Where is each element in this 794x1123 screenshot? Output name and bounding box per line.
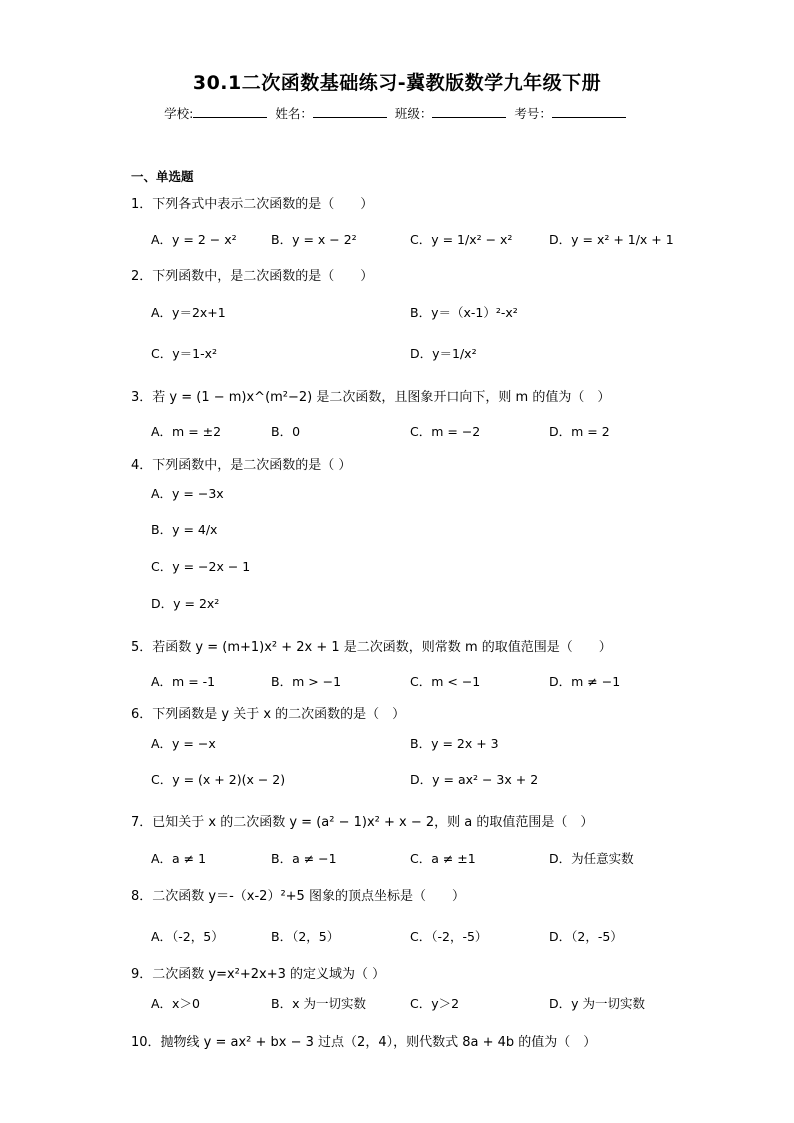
question-9: 9．二次函数 y=x²+2x+3 的定义域为（ ） <box>131 967 386 982</box>
question-4: 4．下列函数中，是二次函数的是（ ） <box>131 458 352 473</box>
q8-option-a: A．（-2，5） <box>151 929 224 944</box>
q4-option-d: D．y = 2x² <box>151 596 220 611</box>
number-blank[interactable] <box>552 105 626 118</box>
q5-option-d: D．m ≠ −1 <box>549 674 621 689</box>
question-1: 1．下列各式中表示二次函数的是（ ） <box>131 197 374 212</box>
q2-option-c: C．y＝1-x² <box>151 346 217 361</box>
q1-option-c: C．y = 1/x² − x² <box>410 232 513 247</box>
q5-option-b: B．m > −1 <box>271 674 342 689</box>
q9-option-b: B．x 为一切实数 <box>271 996 366 1011</box>
q7-option-a: A．a ≠ 1 <box>151 851 207 866</box>
q4-option-c: C．y = −2x − 1 <box>151 559 251 574</box>
class-label: 班级： <box>394 106 433 121</box>
q9-option-d: D．y 为一切实数 <box>549 996 645 1011</box>
q3-option-d: D．m = 2 <box>549 424 610 439</box>
q3-option-b: B．0 <box>271 424 301 439</box>
class-blank[interactable] <box>432 105 506 118</box>
question-6: 6．下列函数是 y 关于 x 的二次函数的是（ ） <box>131 707 406 722</box>
q8-option-c: C．（-2，-5） <box>410 929 488 944</box>
question-7: 7．已知关于 x 的二次函数 y = (a² − 1)x² + x − 2，则 a 的取值范围是（ ） <box>131 815 594 830</box>
q7-option-c: C．a ≠ ±1 <box>410 851 476 866</box>
school-blank[interactable] <box>193 105 267 118</box>
q6-option-c: C．y = (x + 2)(x − 2) <box>151 772 286 787</box>
question-2: 2．下列函数中，是二次函数的是（ ） <box>131 269 374 284</box>
question-3: 3．若 y = (1 − m)x^(m²−2) 是二次函数，且图象开口向下，则 m 的值为（ ） <box>131 390 611 405</box>
student-info-line <box>0 104 794 122</box>
q2-option-a: A．y＝2x+1 <box>151 305 226 320</box>
q8-option-b: B．（2，5） <box>271 929 340 944</box>
q4-option-a: A．y = −3x <box>151 486 224 501</box>
q4-option-b: B．y = 4/x <box>151 522 218 537</box>
q7-option-d: D．为任意实数 <box>549 851 634 866</box>
question-8: 8．二次函数 y＝-（x-2）²+5 图象的顶点坐标是（ ） <box>131 889 465 904</box>
q9-option-a: A．x＞0 <box>151 996 200 1011</box>
q5-option-c: C．m < −1 <box>410 674 481 689</box>
q3-option-c: C．m = −2 <box>410 424 481 439</box>
q8-option-d: D．（2，-5） <box>549 929 623 944</box>
name-label: 姓名： <box>275 106 313 121</box>
q6-option-a: A．y = −x <box>151 736 216 751</box>
name-blank[interactable] <box>313 105 387 118</box>
q1-option-a: A．y = 2 − x² <box>151 232 237 247</box>
q5-option-a: A．m = -1 <box>151 674 216 689</box>
q3-option-a: A．m = ±2 <box>151 424 222 439</box>
school-label: 学校: <box>164 106 194 121</box>
q9-option-c: C．y＞2 <box>410 996 460 1011</box>
q1-option-d: D．y = x² + 1/x + 1 <box>549 232 674 247</box>
q6-option-d: D．y = ax² − 3x + 2 <box>410 772 539 787</box>
number-label: 考号： <box>514 106 552 121</box>
q6-option-b: B．y = 2x + 3 <box>410 736 499 751</box>
question-5: 5．若函数 y = (m+1)x² + 2x + 1 是二次函数，则常数 m 的取值范围是（ ） <box>131 640 612 655</box>
q7-option-b: B．a ≠ −1 <box>271 851 337 866</box>
page-title: 30.1二次函数基础练习-冀教版数学九年级下册 <box>192 72 602 94</box>
section-heading: 一、单选题 <box>131 169 194 184</box>
q2-option-d: D．y＝1/x² <box>410 346 477 361</box>
q2-option-b: B．y＝（x-1）²-x² <box>410 305 518 320</box>
question-10: 10．抛物线 y = ax² + bx − 3 过点（2，4），则代数式 8a + 4b 的值为（ ） <box>131 1035 597 1050</box>
q1-option-b: B．y = x − 2² <box>271 232 357 247</box>
